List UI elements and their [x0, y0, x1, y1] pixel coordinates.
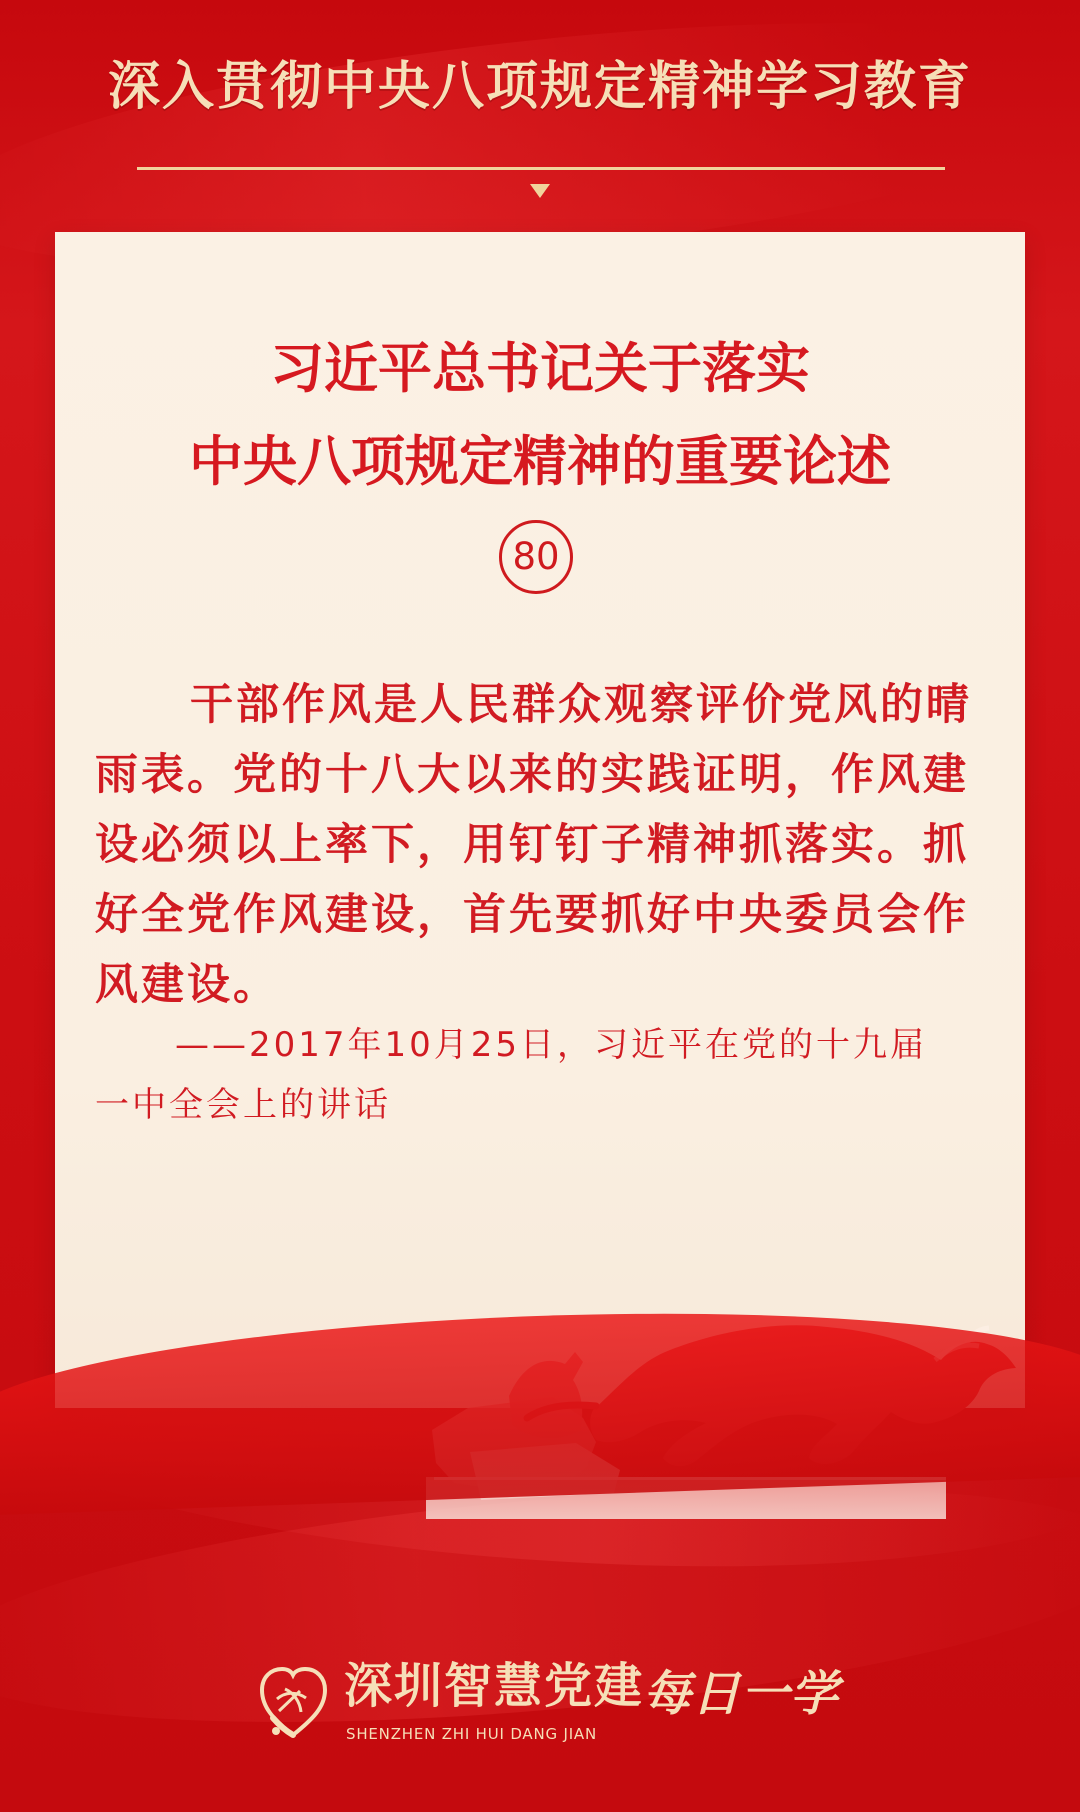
quote-line: 雨表。党的十八大以来的实践证明，作风建 — [95, 750, 969, 800]
issue-number: 80 — [499, 520, 573, 594]
top-banner — [0, 44, 1080, 130]
down-triangle-icon — [530, 184, 550, 198]
quote-text — [95, 670, 985, 1020]
quote-line: 设必须以上率下，用钉钉子精神抓落实。抓 — [95, 820, 969, 870]
heart-party-logo-icon — [255, 1661, 331, 1743]
quote-line: 干部作风是人民群众观察评价党风的晴 — [190, 680, 972, 730]
footer — [0, 1655, 1080, 1765]
brand-name: 深圳智慧党建 — [344, 1658, 645, 1714]
top-title: 深入贯彻中央八项规定精神学习教育 — [107, 57, 972, 117]
daily-study-label: 每日一学 — [643, 1666, 840, 1722]
card-title-line1: 习近平总书记关于落实 — [270, 337, 810, 400]
quote-line: 风建设。 — [95, 960, 279, 1010]
top-divider — [137, 167, 945, 170]
quote-line: 好全党作风建设，首先要抓好中央委员会作 — [95, 890, 969, 940]
source-line: ——2017年10月25日，习近平在党的十九届 — [175, 1025, 928, 1065]
card-title-line2: 中央八项规定精神的重要论述 — [189, 430, 891, 493]
quote-source — [95, 1015, 985, 1135]
source-line: 一中全会上的讲话 — [95, 1085, 391, 1125]
brand-english: SHENZHEN ZHI HUI DANG JIAN — [346, 1725, 598, 1743]
